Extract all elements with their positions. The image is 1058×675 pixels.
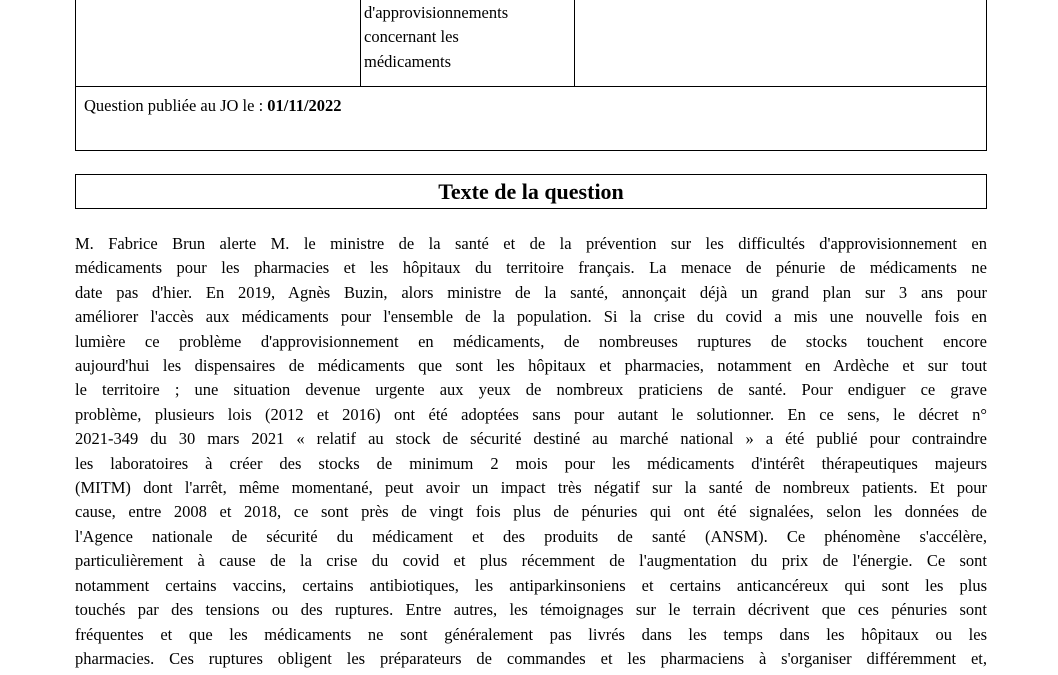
question-text-line: M. Fabrice Brun alerte M. le ministre de la santé et de la prévention sur les difficultés d'approvisionnement en [75,234,987,253]
question-text-line: problème, plusieurs lois (2012 et 2016) ont été adoptées sans pour autant le solutionner. En ce sens, le décret n° [75,404,987,424]
question-text-line: aujourd'hui les dispensaires de médicaments que sont les hôpitaux et pharmacies, notamment en Ardèche et sur tout [75,356,987,376]
question-info-table [75,0,987,151]
info-table-top-row [76,0,986,87]
publication-date-row [84,96,342,116]
question-text-line: améliorer l'accès aux médicaments pour l'ensemble de la population. Si la crise du covid a mis une nouvelle fois en [75,307,987,327]
question-text-line: (MITM) dont l'arrêt, même momentané, peut avoir un impact très négatif sur la santé de nombreux patients. Et pour [75,478,987,498]
info-table-cell-rubrique [361,0,575,86]
info-table-cell-ministere [76,0,361,86]
question-text-line: cause, entre 2008 et 2018, ce sont près de vingt fois plus de pénuries qui ont été signalées, selon les données de [75,502,987,522]
question-text-line: les laboratoires à créer des stocks de minimum 2 mois pour les médicaments d'intérêt thérapeutiques majeurs [75,453,987,473]
question-text-line: médicaments pour les pharmacies et les hôpitaux du territoire français. La menace de pénurie de médicaments ne [75,258,987,278]
question-text-line: particulièrement à cause de la crise du covid et plus récemment de l'augmentation du prix de l'énergie. Ce sont [75,551,987,571]
question-text-line: notamment certains vaccins, certains antibiotiques, les antiparkinsoniens et certains anticancéreux qui sont les plus [75,575,987,595]
question-text-line: date pas d'hier. En 2019, Agnès Buzin, alors ministre de la santé, annonçait déjà un grand plan sur 3 ans pour [75,282,987,302]
question-text [75,232,987,671]
question-text-line: 2021-349 du 30 mars 2021 « relatif au stock de sécurité destiné au marché national » a été publié pour contraindre [75,429,987,449]
question-text-line: le territoire ; une situation devenue urgente aux yeux de nombreux praticiens de santé. Pour endiguer ce grave [75,380,987,400]
question-text-line: lumière ce problème d'approvisionnement en médicaments, de nombreuses ruptures de stocks touchent encore [75,331,987,351]
question-text-line: l'Agence nationale de sécurité du médicament et des produits de santé (ANSM). Ce phénomène s'accélère, [75,526,987,546]
question-text-line: touchés par des tensions ou des ruptures. Entre autres, les témoignages sur le terrain décrivent que ces pénuries sont [75,600,987,620]
question-text-line: pharmacies. Ces ruptures obligent les préparateurs de commandes et les pharmaciens à s'organiser différemment et, [75,648,987,668]
rubrique-line: d'approvisionnements [364,2,509,22]
publication-date: 01/11/2022 [267,96,342,115]
question-text-line: fréquentes et que les médicaments ne sont généralement pas livrés dans les temps dans les hôpitaux ou les [75,624,987,644]
section-heading: Texte de la question [75,174,987,209]
rubrique-text [364,0,508,74]
publication-label: Question publiée au JO le : [84,96,268,115]
rubrique-line: concernant les [364,27,459,46]
rubrique-line: médicaments [364,51,452,71]
info-table-cell-analyse [575,0,986,86]
